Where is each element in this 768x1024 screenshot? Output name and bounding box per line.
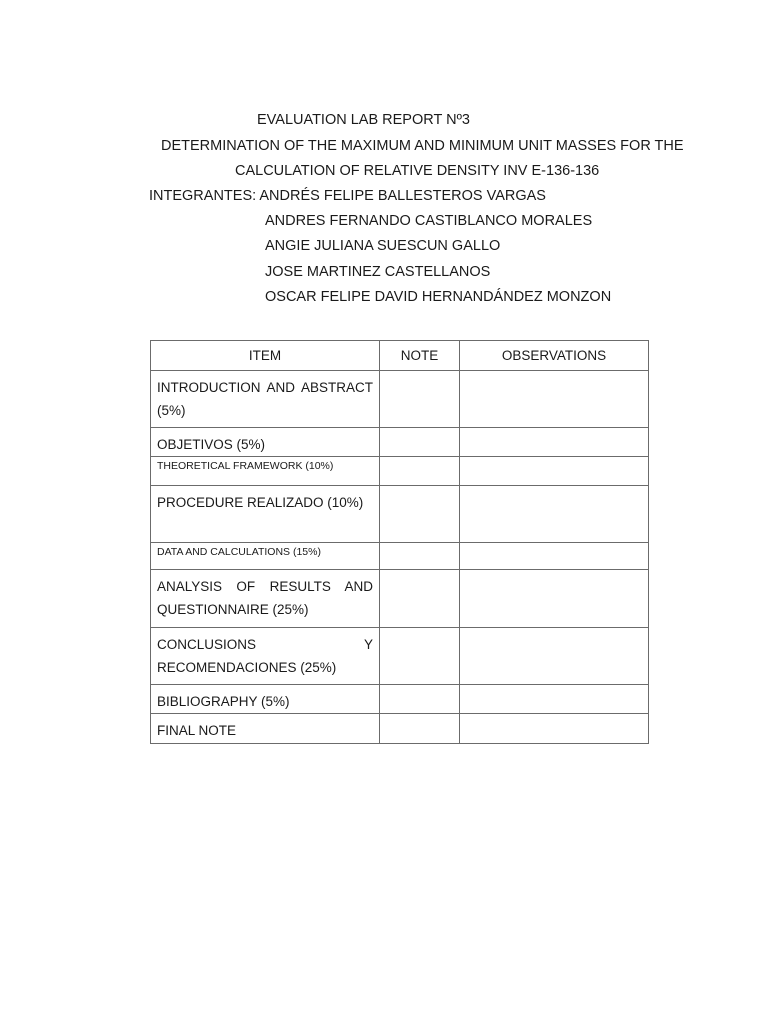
item-cell: OBJETIVOS (5%) <box>151 428 380 457</box>
report-subtitle-line-1: DETERMINATION OF THE MAXIMUM AND MINIMUM UNIT MASSES FOR THE <box>161 138 684 154</box>
table-row <box>151 685 649 714</box>
item-cell: THEORETICAL FRAMEWORK (10%) <box>151 457 380 486</box>
observations-cell[interactable] <box>460 428 649 457</box>
note-cell[interactable] <box>380 714 460 744</box>
observations-cell[interactable] <box>460 714 649 744</box>
observations-cell[interactable] <box>460 570 649 628</box>
note-cell[interactable] <box>380 685 460 714</box>
observations-cell[interactable] <box>460 486 649 543</box>
column-header-observations: OBSERVATIONS <box>460 341 649 371</box>
table-row <box>151 457 649 486</box>
note-cell[interactable] <box>380 428 460 457</box>
item-cell: ANALYSIS OF RESULTS AND QUESTIONNAIRE (25%) <box>151 570 380 628</box>
table-row <box>151 543 649 570</box>
member-name: ANDRES FERNANDO CASTIBLANCO MORALES <box>265 213 593 229</box>
member-name: OSCAR FELIPE DAVID HERNANDÁNDEZ MONZON <box>265 289 612 305</box>
report-subtitle-line-2: CALCULATION OF RELATIVE DENSITY INV E-136-136 <box>235 163 600 179</box>
evaluation-table <box>150 340 649 744</box>
item-cell: PROCEDURE REALIZADO (10%) <box>151 486 380 543</box>
note-cell[interactable] <box>380 570 460 628</box>
note-cell[interactable] <box>380 457 460 486</box>
note-cell[interactable] <box>380 486 460 543</box>
observations-cell[interactable] <box>460 457 649 486</box>
table-row <box>151 428 649 457</box>
report-title: EVALUATION LAB REPORT Nº3 <box>257 112 470 128</box>
observations-cell[interactable] <box>460 543 649 570</box>
item-cell: INTRODUCTION AND ABSTRACT (5%) <box>151 371 380 428</box>
column-header-note: NOTE <box>380 341 460 371</box>
note-cell[interactable] <box>380 371 460 428</box>
members-heading: INTEGRANTES: ANDRÉS FELIPE BALLESTEROS VARGAS <box>149 188 546 204</box>
table-row <box>151 714 649 744</box>
item-cell: BIBLIOGRAPHY (5%) <box>151 685 380 714</box>
column-header-item: ITEM <box>151 341 380 371</box>
table-row <box>151 628 649 685</box>
member-name: JOSE MARTINEZ CASTELLANOS <box>265 264 491 280</box>
note-cell[interactable] <box>380 628 460 685</box>
table-row <box>151 570 649 628</box>
item-cell: FINAL NOTE <box>151 714 380 744</box>
observations-cell[interactable] <box>460 371 649 428</box>
item-cell: DATA AND CALCULATIONS (15%) <box>151 543 380 570</box>
table-row <box>151 371 649 428</box>
observations-cell[interactable] <box>460 685 649 714</box>
table-row <box>151 486 649 543</box>
member-name: ANGIE JULIANA SUESCUN GALLO <box>265 238 501 254</box>
note-cell[interactable] <box>380 543 460 570</box>
observations-cell[interactable] <box>460 628 649 685</box>
table-header-row <box>151 341 649 371</box>
item-cell: CONCLUSIONS Y RECOMENDACIONES (25%) <box>151 628 380 685</box>
